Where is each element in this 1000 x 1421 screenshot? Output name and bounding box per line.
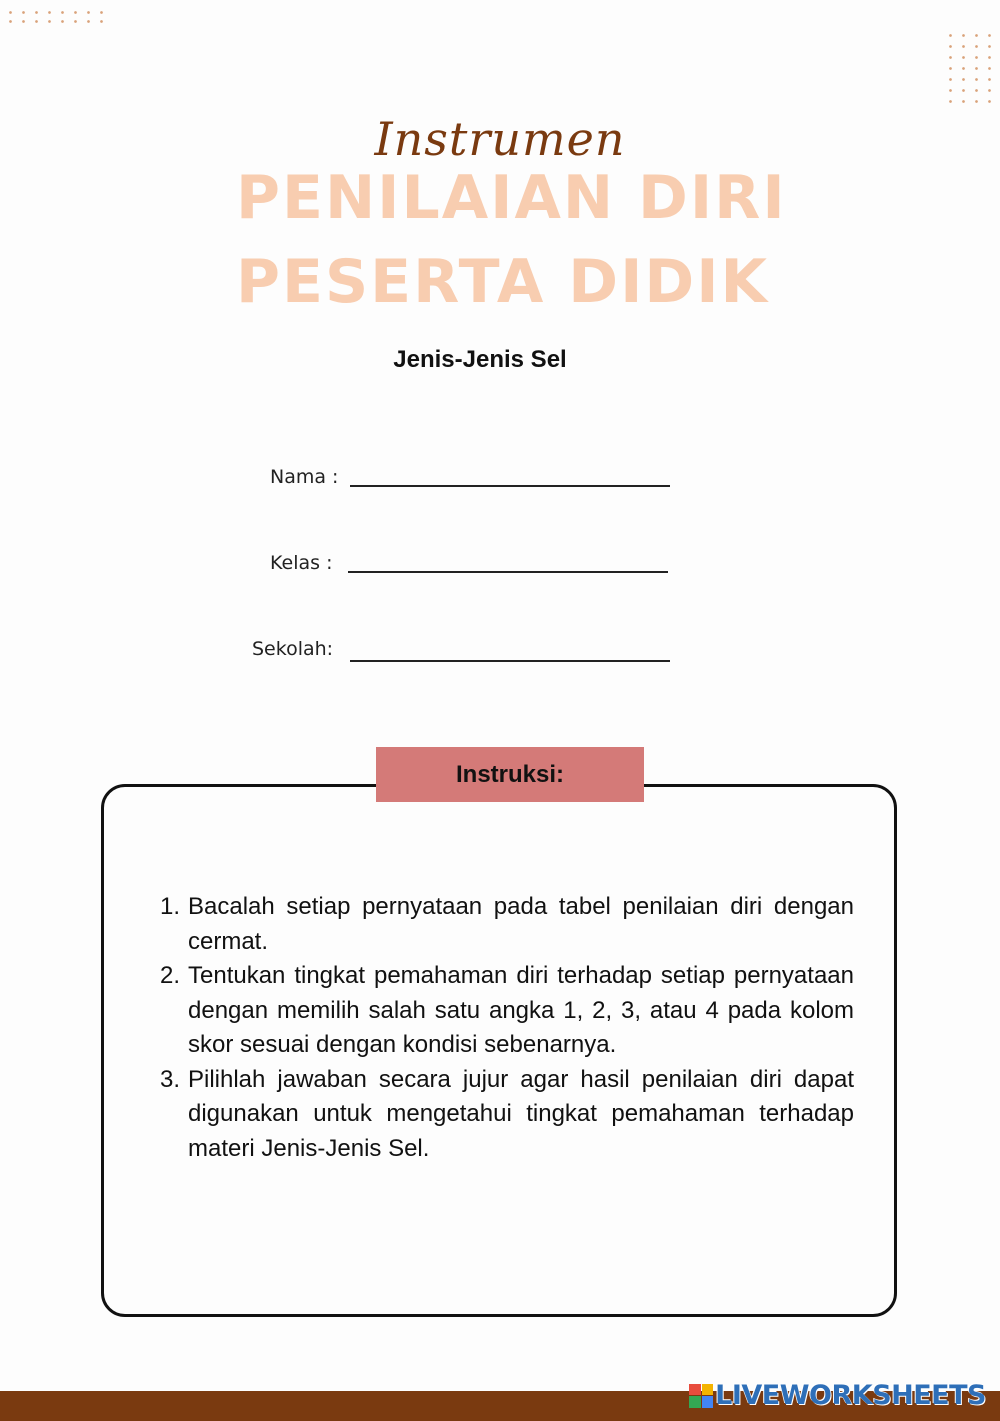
instructions-label: Instruksi: xyxy=(376,747,644,802)
list-item-number: 1. xyxy=(160,893,181,920)
list-item xyxy=(160,1063,854,1167)
list-item xyxy=(160,890,854,959)
nama-label: Nama : xyxy=(270,466,339,488)
kelas-label: Kelas : xyxy=(270,552,333,574)
script-subtitle: Instrumen xyxy=(374,112,626,166)
title-line-1: PENILAIAN DIRI xyxy=(236,163,787,233)
list-item-number: 2. xyxy=(160,962,181,989)
topic-title: Jenis-Jenis Sel xyxy=(393,346,567,373)
list-item-text: Pilihlah jawaban secara jujur agar hasil penilaian diri dapat digunakan untuk mengetahui tingkat pemahaman terhadap materi Jenis-Jenis Sel. xyxy=(188,1065,854,1162)
kelas-input-line[interactable] xyxy=(348,571,668,573)
sekolah-input-line[interactable] xyxy=(350,660,670,662)
liveworksheets-logo xyxy=(689,1380,986,1411)
liveworksheets-icon xyxy=(689,1384,713,1408)
sekolah-label: Sekolah: xyxy=(252,638,334,660)
title-line-2: PESERTA DIDIK xyxy=(236,247,770,317)
list-item xyxy=(160,959,854,1063)
instructions-list xyxy=(160,890,854,1166)
liveworksheets-brand: LIVEWORKSHEETS xyxy=(715,1380,986,1411)
decorative-dots-top-right xyxy=(944,30,996,104)
list-item-text: Tentukan tingkat pemahaman diri terhadap setiap pernyataan dengan memilih salah satu angka 1, 2, 3, atau 4 pada kolom skor sesuai dengan kondisi sebenarnya. xyxy=(188,962,854,1058)
nama-input-line[interactable] xyxy=(350,485,670,487)
list-item-text: Bacalah setiap pernyataan pada tabel penilaian diri dengan cermat. xyxy=(188,893,854,955)
decorative-dots-top-left xyxy=(4,8,104,26)
list-item-number: 3. xyxy=(160,1065,181,1093)
